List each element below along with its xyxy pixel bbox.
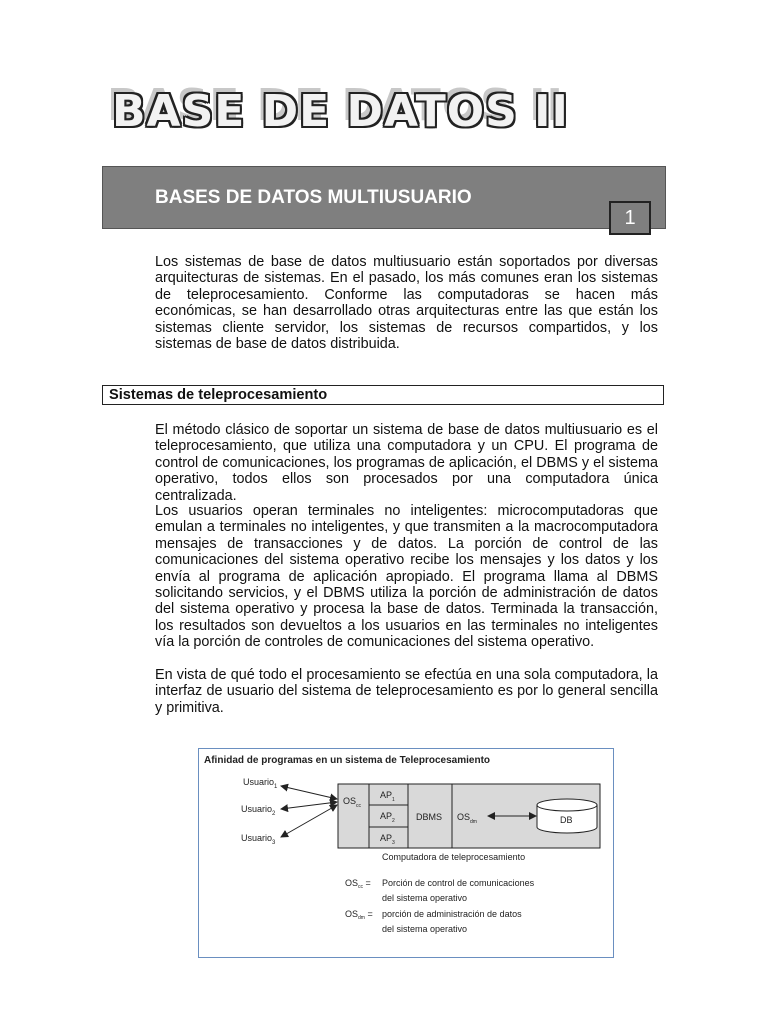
legend-2-key: $OS_{dm}$ = xyxy=(345,909,373,921)
ap-1-label: $AP_1$ xyxy=(380,790,395,803)
user-1-label: Usuario$_1$ xyxy=(243,777,278,790)
ap-3-label: $AP_3$ xyxy=(380,833,395,846)
body-paragraph-2: Los usuarios operan terminales no inteligentes: microcomputadoras que emulan a terminales no inteligentes, y que transmiten a la macrocomputadora mensajes de transacciones y de datos. La porción de control de las comunicaciones del sistema operativo recibe los mensajes y los datos y los envía al programa de aplicación apropiado. El programa llama al DBMS solicitando servicios, y el DBMS utiliza la porción de administración de datos del sistema operativo y procesa la base de datos. Terminada la transacción, los resultados son devueltos a los usuarios en las terminales no inteligentes vía la porción de controles de comunicaciones del sistema operativo. xyxy=(155,503,658,651)
user-1-arrow xyxy=(281,786,337,799)
user-3-label: Usuario$_3$ xyxy=(241,833,276,846)
user-3-arrow xyxy=(281,805,337,837)
figure-title: Afinidad de programas en un sistema de Teleprocesamiento xyxy=(204,755,491,766)
section-heading-box xyxy=(102,385,664,405)
legend-2-line-2: del sistema operativo xyxy=(382,924,468,934)
os-cc-label: $OS_{cc}$ xyxy=(343,796,362,809)
user-2-label: Usuario$_2$ xyxy=(241,804,276,817)
ap-2-label: $AP_2$ xyxy=(380,811,395,824)
os-dm-label: $OS_{dm}$ xyxy=(457,812,477,825)
dbms-label: DBMS xyxy=(416,812,443,822)
computer-caption: Computadora de teleprocesamiento xyxy=(382,852,526,862)
page-number-badge: 1 xyxy=(609,201,651,235)
chapter-title: BASES DE DATOS MULTIUSUARIO xyxy=(155,187,472,208)
user-2-arrow xyxy=(281,802,337,809)
body-paragraph-3: En vista de qué todo el procesamiento se efectúa en una sola computadora, la interfaz de usuario del sistema de teleprocesamiento es por lo general sencilla y primitiva. xyxy=(155,667,658,716)
document-title: BASE DE DATOS II xyxy=(112,86,569,137)
body-paragraph-1: El método clásico de soportar un sistema de base de datos multiusuario es el teleprocesamiento, que utiliza una computadora y un CPU. El programa de control de comunicaciones, los programas de aplicación, el DBMS y el sistema operativo, todos ellos son procesados por una computadora única centralizada. xyxy=(155,422,658,504)
section-title: Sistemas de teleprocesamiento xyxy=(109,387,328,403)
legend-1-line-1: Porción de control de comunicaciones xyxy=(382,878,535,888)
teleprocessing-figure xyxy=(198,748,614,958)
legend-2-line-1: porción de administración de datos xyxy=(382,909,522,919)
intro-paragraph: Los sistemas de base de datos multiusuario están soportados por diversas arquitecturas de sistemas. En el pasado, los más comunes eran los sistemas de teleprocesamiento. Conforme las computadoras se hacen más económicas, se han desarrollado otras arquitecturas entre las que están los sistemas cliente servidor, los sistemas de recursos compartidos, y los sistemas de base de datos distribuida. xyxy=(155,254,658,353)
legend-1-line-2: del sistema operativo xyxy=(382,893,468,903)
teleprocessing-diagram xyxy=(199,749,615,959)
db-label: DB xyxy=(560,815,573,825)
chapter-banner xyxy=(102,166,666,229)
legend-1-key: $OS_{cc}$ = xyxy=(345,878,371,890)
